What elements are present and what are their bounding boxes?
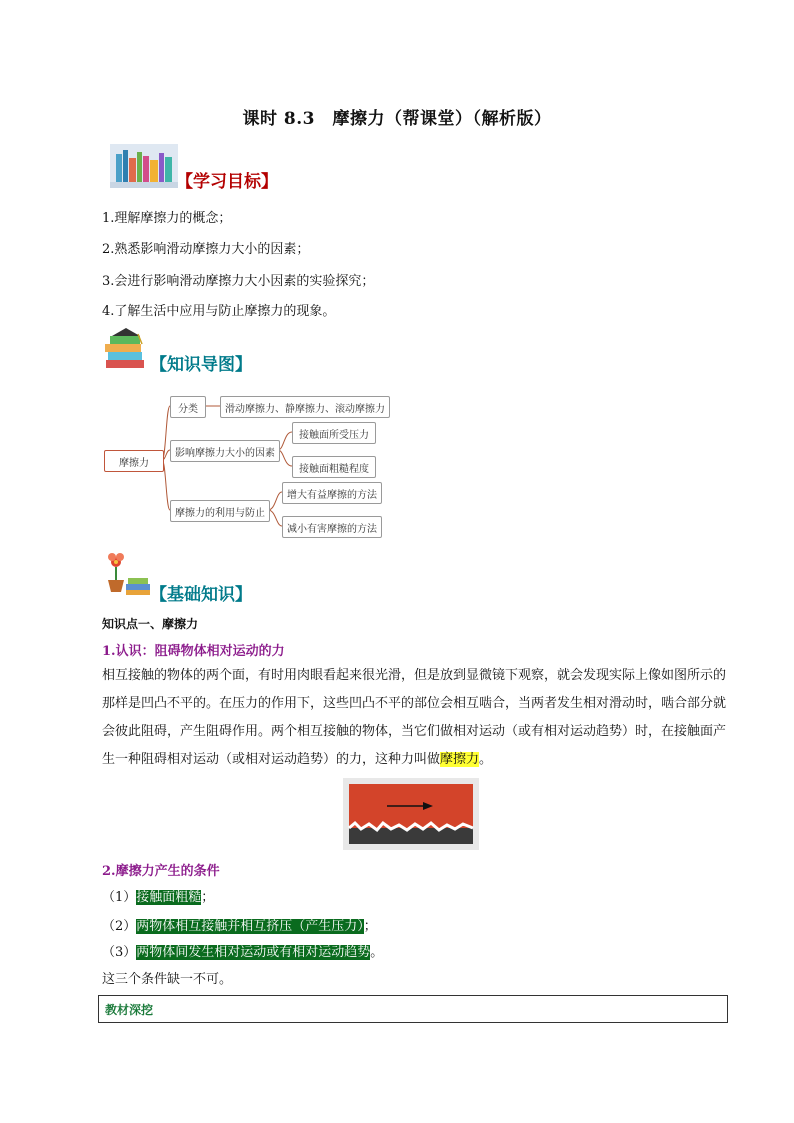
condition-end: ； <box>201 890 215 905</box>
conditions-summary: 这三个条件缺一不可。 <box>102 972 233 987</box>
map-heading: 【知识导图】 <box>150 355 252 375</box>
stacked-books-icon <box>102 326 150 374</box>
mindmap-leaf-reduce: 减小有害摩擦的方法 <box>282 516 382 538</box>
goal-item: 2.熟悉影响滑动摩擦力大小的因素； <box>102 242 310 257</box>
goals-heading: 【学习目标】 <box>176 172 278 192</box>
textbook-deep-dive-box <box>98 995 728 1023</box>
condition-highlight: 接触面粗糙 <box>136 890 202 905</box>
mindmap-leaf-pressure: 接触面所受压力 <box>292 422 376 444</box>
sub1-title: 1.认识：阻碍物体相对运动的力 <box>102 644 285 659</box>
knowledge-point-title: 知识点一、摩擦力 <box>102 617 199 631</box>
mindmap-branch-classification: 分类 <box>170 396 206 418</box>
mindmap-leaf-types: 滑动摩擦力、静摩擦力、滚动摩擦力 <box>220 396 390 418</box>
basic-heading: 【基础知识】 <box>150 585 252 605</box>
surface-microscope-figure <box>343 778 479 850</box>
sub1-paragraph <box>102 662 728 774</box>
condition-number: （3） <box>102 945 137 960</box>
mindmap-branch-factors: 影响摩擦力大小的因素 <box>170 440 280 462</box>
condition-item <box>102 886 214 905</box>
sub1-text: 相互接触的物体的两个面，有时用肉眼看起来很光滑，但是放到显微镜下观察，就会发现实际上像如图所示的那样是凹凸不平的。在压力的作用下，这些凹凸不平的部位会相互啮合，当两者发生相对滑动时，啮合部分就会彼此阻碍，产生阻碍作用。两个相互接触的物体，当它们做相对运动（或有相对运动趋势）时，在接触面产生一种阻碍相对运动（或相对运动趋势）的力，这种力叫做 <box>102 668 727 767</box>
flower-pot-icon <box>102 550 152 598</box>
mind-map <box>100 392 400 542</box>
box-label: 教材深挖 <box>105 1003 154 1017</box>
sub2-title: 2.摩擦力产生的条件 <box>102 864 220 879</box>
goal-item: 4.了解生活中应用与防止摩擦力的现象。 <box>102 304 336 319</box>
condition-item <box>102 941 383 960</box>
mindmap-root: 摩擦力 <box>104 450 164 472</box>
condition-highlight: 两物体间发生相对运动或有相对运动趋势 <box>136 945 371 960</box>
condition-end: 。 <box>370 945 384 960</box>
condition-highlight: 两物体相互接触并相互挤压（产生压力） <box>136 919 364 934</box>
condition-number: （2） <box>102 919 137 934</box>
mindmap-leaf-increase: 增大有益摩擦的方法 <box>282 482 382 504</box>
page-title: 课时 8.3 摩擦力（帮课堂）（解析版） <box>242 109 552 129</box>
mindmap-leaf-roughness: 接触面粗糙程度 <box>292 456 376 478</box>
books-decor-icon <box>110 144 178 188</box>
mindmap-branch-usage: 摩擦力的利用与防止 <box>170 500 270 522</box>
condition-end: ； <box>363 919 377 934</box>
sub1-end: 。 <box>479 752 493 767</box>
goal-item: 1.理解摩擦力的概念； <box>102 211 232 226</box>
condition-item <box>102 915 377 934</box>
friction-keyword: 摩擦力 <box>440 752 480 767</box>
condition-number: （1） <box>102 890 137 905</box>
goal-item: 3.会进行影响滑动摩擦力大小因素的实验探究； <box>102 274 375 289</box>
